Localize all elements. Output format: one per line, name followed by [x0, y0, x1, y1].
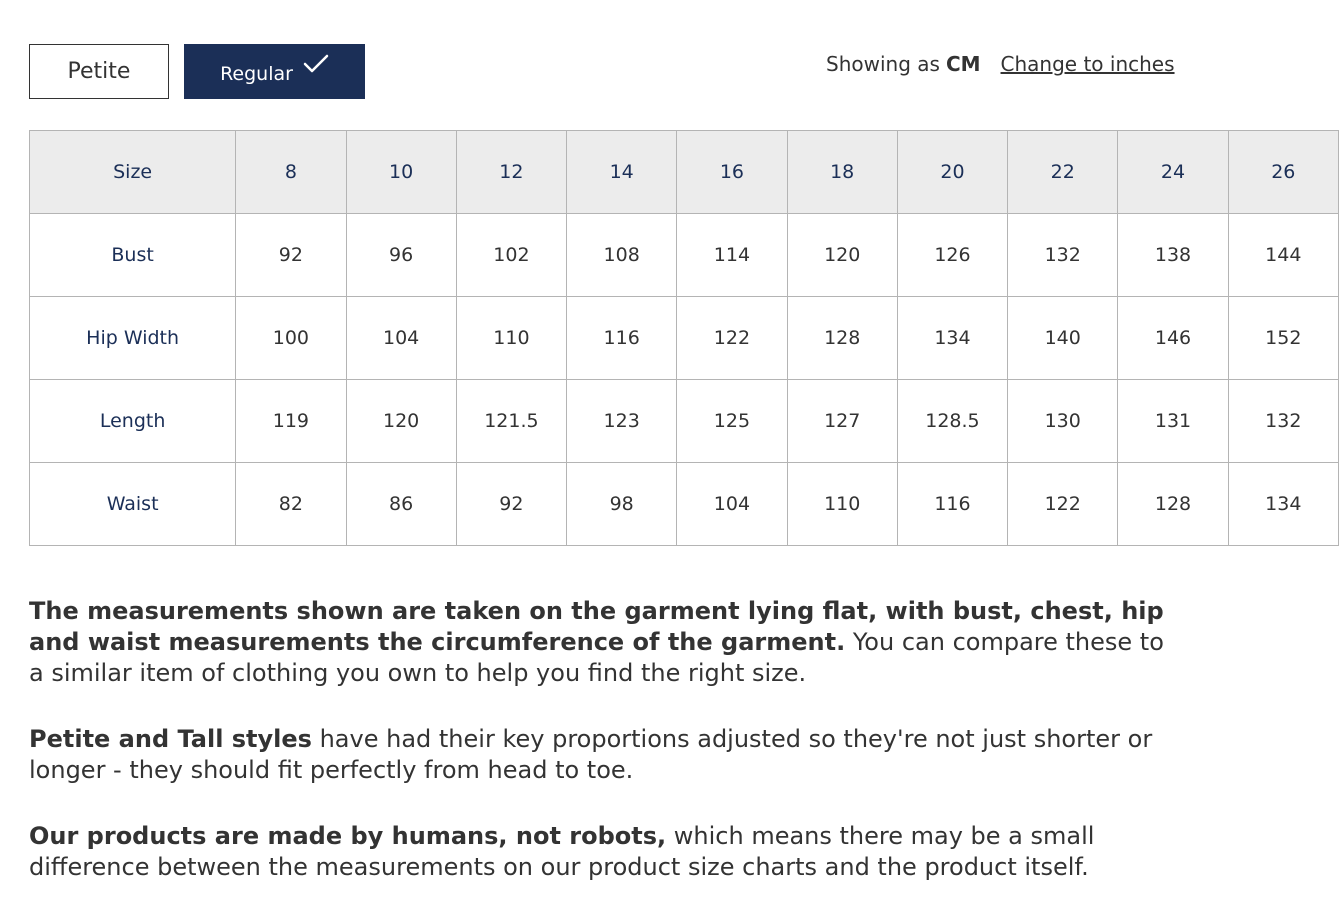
change-units-link[interactable]: Change to inches [1000, 52, 1175, 76]
checkmark-icon [303, 54, 329, 79]
table-cell: 126 [897, 214, 1007, 297]
table-cell: 96 [346, 214, 456, 297]
table-cell: 134 [897, 297, 1007, 380]
table-cell: 100 [236, 297, 346, 380]
table-cell: 116 [567, 297, 677, 380]
table-cell: 152 [1228, 297, 1338, 380]
table-cell: 128 [1118, 463, 1228, 546]
note-bold: The measurements shown are taken on the garment lying flat, with bust, chest, hip and waist measurements the circumference of the garment. [29, 597, 1164, 656]
size-notes [29, 596, 1179, 918]
table-row [30, 297, 1339, 380]
header-label: Size [30, 131, 236, 214]
note-bold: Petite and Tall styles [29, 725, 312, 753]
table-cell: 130 [1008, 380, 1118, 463]
row-label: Hip Width [30, 297, 236, 380]
unit-current: CM [945, 52, 981, 76]
size-header: 26 [1228, 131, 1338, 214]
note-paragraph [29, 821, 1179, 883]
tab-petite-label: Petite [67, 59, 131, 84]
size-header: 14 [567, 131, 677, 214]
table-header-row [30, 131, 1339, 214]
table-cell: 120 [346, 380, 456, 463]
note-text: You can compare these to a similar item of clothing you own to help you find the right size. [29, 628, 1164, 687]
table-cell: 119 [236, 380, 346, 463]
unit-toggle [826, 50, 1175, 78]
table-cell: 114 [677, 214, 787, 297]
size-header: 16 [677, 131, 787, 214]
table-cell: 125 [677, 380, 787, 463]
unit-prefix: Showing as [826, 52, 940, 76]
table-cell: 120 [787, 214, 897, 297]
table-cell: 144 [1228, 214, 1338, 297]
table-cell: 82 [236, 463, 346, 546]
table-cell: 127 [787, 380, 897, 463]
note-paragraph [29, 596, 1179, 689]
table-row [30, 463, 1339, 546]
table-cell: 132 [1228, 380, 1338, 463]
size-header: 24 [1118, 131, 1228, 214]
table-cell: 110 [456, 297, 566, 380]
size-chart [29, 130, 1302, 553]
size-header: 22 [1008, 131, 1118, 214]
table-cell: 138 [1118, 214, 1228, 297]
size-table [29, 130, 1339, 546]
size-header: 18 [787, 131, 897, 214]
table-cell: 146 [1118, 297, 1228, 380]
table-cell: 123 [567, 380, 677, 463]
note-text: have had their key proportions adjusted so they're not just shorter or longer - they should fit perfectly from head to toe. [29, 725, 1153, 784]
table-cell: 140 [1008, 297, 1118, 380]
table-row [30, 380, 1339, 463]
table-cell: 92 [236, 214, 346, 297]
table-cell: 86 [346, 463, 456, 546]
row-label: Bust [30, 214, 236, 297]
table-cell: 134 [1228, 463, 1338, 546]
table-cell: 122 [677, 297, 787, 380]
table-cell: 121.5 [456, 380, 566, 463]
table-cell: 98 [567, 463, 677, 546]
table-cell: 104 [346, 297, 456, 380]
size-header: 8 [236, 131, 346, 214]
table-cell: 110 [787, 463, 897, 546]
table-cell: 102 [456, 214, 566, 297]
table-cell: 128 [787, 297, 897, 380]
table-cell: 92 [456, 463, 566, 546]
size-header: 12 [456, 131, 566, 214]
table-cell: 131 [1118, 380, 1228, 463]
table-cell: 104 [677, 463, 787, 546]
table-cell: 116 [897, 463, 1007, 546]
table-cell: 128.5 [897, 380, 1007, 463]
note-text: which means there may be a small difference between the measurements on our product size charts and the product itself. [29, 822, 1095, 881]
table-cell: 122 [1008, 463, 1118, 546]
table-row [30, 214, 1339, 297]
table-cell: 132 [1008, 214, 1118, 297]
table-cell: 108 [567, 214, 677, 297]
note-paragraph [29, 724, 1179, 786]
row-label: Length [30, 380, 236, 463]
tab-regular-label: Regular [220, 62, 293, 85]
size-header: 10 [346, 131, 456, 214]
note-bold: Our products are made by humans, not robots, [29, 822, 667, 850]
size-header: 20 [897, 131, 1007, 214]
row-label: Waist [30, 463, 236, 546]
tab-petite[interactable] [29, 44, 169, 99]
tab-regular[interactable] [184, 44, 365, 99]
